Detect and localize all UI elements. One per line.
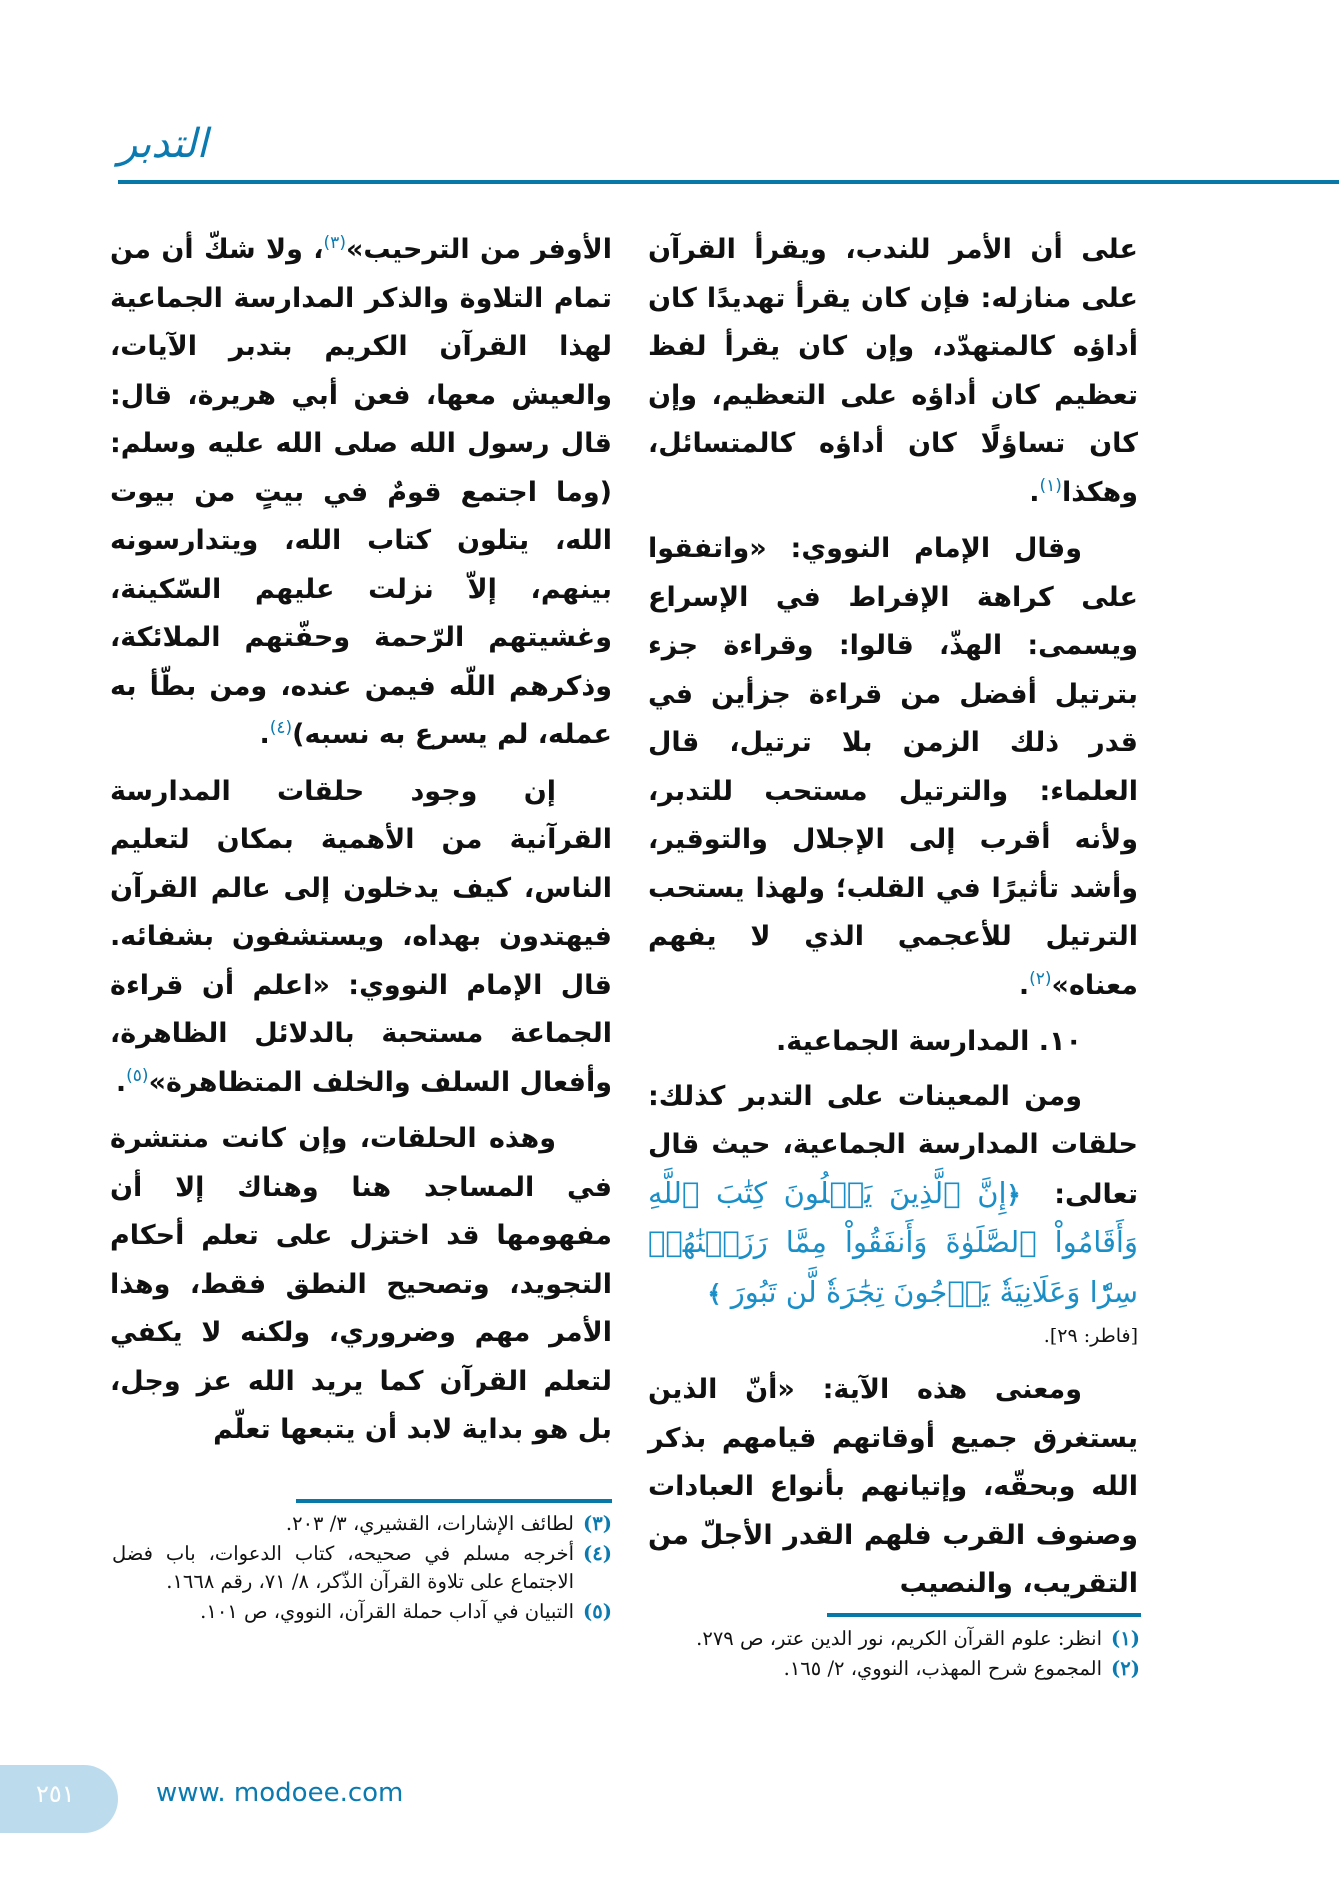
footnote-number: (٥) <box>583 1600 612 1623</box>
paragraph-text: الأوفر من الترحيب» <box>345 234 612 265</box>
footnote-number: (٢) <box>1111 1657 1140 1680</box>
paragraph <box>110 768 612 1108</box>
website-link[interactable]: www. modoee.com <box>156 1778 404 1808</box>
paragraph <box>110 226 612 760</box>
footnote-ref-4[interactable]: (٤) <box>269 718 293 738</box>
footnotes-left <box>112 1510 612 1628</box>
ayah-open-ornament-icon: ﴿ <box>1006 1180 1021 1209</box>
footnote-ref-2[interactable]: (٢) <box>1029 968 1052 989</box>
footnote-text: انظر: علوم القرآن الكريم، نور الدين عتر، ص ٢٧٩. <box>696 1627 1102 1650</box>
verse-citation: [فاطر: ٢٩]. <box>1043 1325 1138 1347</box>
paragraph <box>648 525 1138 1010</box>
footnote-text: المجموع شرح المهذب، النووي، ٢/ ١٦٥. <box>783 1657 1102 1680</box>
footnote-number: (٤) <box>583 1542 612 1565</box>
paragraph-text: ومن المعينات على التدبر كذلك: حلقات المدارسة الجماعية، حيث قال تعالى: <box>648 1080 1138 1210</box>
section-heading: ١٠. المدارسة الجماعية. <box>775 1026 1082 1057</box>
left-text-column <box>110 226 612 1463</box>
paragraph-end: . <box>259 719 270 750</box>
footnote-divider <box>827 1613 1141 1617</box>
paragraph-text: إن وجود حلقات المدارسة القرآنية من الأهمية بمكان لتعليم الناس، كيف يدخلون إلى عالم القرآن فيهتدون بهداه، ويستشفون بشفائه. قال الإمام النووي: «اعلم أن قراءة الجماعة مستحبة بالدلائل الظاهرة، وأفعال السلف والخلف المتظاهرة» <box>110 775 612 1098</box>
paragraph-text: وقال الإمام النووي: «واتفقوا على كراهة الإفراط في الإسراع ويسمى: الهذّ، قالوا: وقراءة جزء بترتيل أفضل من قراءة جزأين في قدر ذلك الزمن بلا ترتيل، قال العلماء: والترتيل مستحب للتدبر، ولأنه أقرب إلى الإجلال والتوقير، وأشد تأثيرًا في القلب؛ ولهذا يستحب الترتيل للأعجمي الذي لا يفهم معناه» <box>648 533 1138 1001</box>
quran-verse: إِنَّ ٱلَّذِينَ يَتۡلُونَ كِتَٰبَ ٱللَّهِ وَأَقَامُواْ ٱلصَّلَوٰةَ وَأَنفَقُواْ مِمَّا رَزَقۡنَٰهُمۡ سِرّٗا وَعَلَانِيَةٗ يَرۡجُونَ تِجَٰرَةٗ لَّن تَبُورَ <box>648 1175 1138 1309</box>
footnote-number: (١) <box>1111 1627 1140 1650</box>
footnote-item <box>650 1655 1140 1683</box>
footnote-text: لطائف الإشارات، القشيري، ٣/ ٢٠٣. <box>285 1512 574 1535</box>
footnote-ref-5[interactable]: (٥) <box>126 1065 149 1086</box>
footnote-number: (٣) <box>583 1512 612 1535</box>
right-text-column <box>648 226 1138 1617</box>
footnote-text: التبيان في آداب حملة القرآن، النووي، ص ١٠١. <box>200 1600 574 1623</box>
footnote-item <box>112 1510 612 1538</box>
paragraph-text: على أن الأمر للندب، ويقرأ القرآن على منازله: فإن كان يقرأ تهديدًا كان أداؤه كالمتهدّد، وإن كان يقرأ لفظ تعظيم كان أداؤه على التعظيم، وإن كان تساؤلًا كان أداؤه كالمتسائل، وهكذا <box>648 234 1138 508</box>
paragraph: ومعنى هذه الآية: «أنّ الذين يستغرق جميع أوقاتهم قيامهم بذكر الله وبحقّه، وإتيانهم بأنواع العبادات وصنوف القرب فلهم القدر الأجلّ من التقريب، والنصيب <box>648 1374 1138 1599</box>
footnote-text: أخرجه مسلم في صحيحه، كتاب الدعوات، باب فضل الاجتماع على تلاوة القرآن الذّكر، ٨/ ٧١، رقم ١٦٦٨. <box>112 1542 574 1593</box>
paragraph-end: . <box>1029 476 1040 508</box>
paragraph-end: . <box>115 1066 127 1098</box>
paragraph-text: ، ولا شكّ أن من تمام التلاوة والذكر المدارسة الجماعية لهذا القرآن الكريم بتدبر الآيات، والعيش معها، فعن أبي هريرة، قال: قال رسول الله صلى الله عليه وسلم: (وما اجتمع قومٌ في بيتٍ من بيوت الله، يتلون كتاب الله، ويتدارسونه بينهم، إلاّ نزلت عليهم السّكينة، وغشيتهم الرّحمة وحفّتهم الملائكة، وذكرهم اللّه فيمن عنده، ومن بطّأ به عمله، لم يسرع به نسبه) <box>110 234 612 750</box>
footnote-ref-3[interactable]: (٣) <box>323 233 346 253</box>
footnote-item <box>112 1540 612 1596</box>
paragraph-end: . <box>1018 969 1030 1001</box>
paragraph <box>648 226 1138 517</box>
footnotes-right <box>650 1625 1140 1685</box>
header-divider <box>118 180 1339 184</box>
footnote-item <box>112 1598 612 1626</box>
running-header-title: التدبر <box>118 121 208 167</box>
page-number: ٢٥١ <box>36 1780 75 1808</box>
footnote-divider <box>296 1499 612 1503</box>
footnote-item <box>650 1625 1140 1653</box>
footnote-ref-1[interactable]: (١) <box>1039 475 1062 496</box>
paragraph <box>648 1073 1138 1319</box>
paragraph: وهذه الحلقات، وإن كانت منتشرة في المساجد هنا وهناك إلا أن مفهومها قد اختزل على تعلم أحكام التجويد، وتصحيح النطق فقط، وهذا الأمر مهم وضروري، ولكنه لا يكفي لتعلم القرآن كما يريد الله عز وجل، بل هو بداية لابد أن يتبعها تعلّم <box>110 1123 612 1445</box>
ayah-close-ornament-icon: ﴾ <box>707 1279 722 1308</box>
